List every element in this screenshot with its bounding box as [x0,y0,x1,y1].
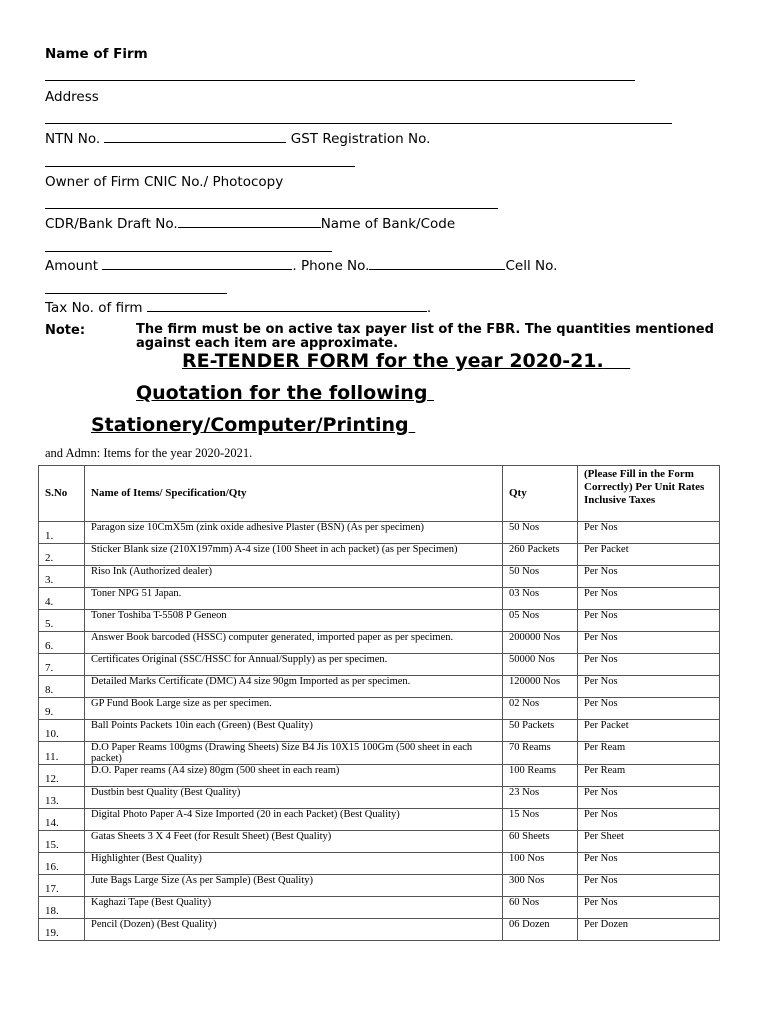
row-qty: 15 Nos [503,809,578,831]
table-row [39,522,720,544]
table-row [39,831,720,853]
row-qty: 200000 Nos [503,632,578,654]
header-name: Name of Items/ Specification/Qty [85,466,503,522]
row-qty: 50000 Nos [503,654,578,676]
amount-label: Amount [45,258,99,274]
address-line[interactable] [45,123,672,124]
row-item-name: Dustbin best Quality (Best Quality) [85,787,503,809]
row-sno: 9. [39,698,85,720]
header-sno: S.No [39,466,85,522]
title-quotation-text: Quotation for the following [136,382,428,404]
row-qty: 02 Nos [503,698,578,720]
title-retender-text: RE-TENDER FORM for the year 2020-21. [182,350,604,372]
bank-line[interactable] [45,251,332,252]
row-qty: 300 Nos [503,875,578,897]
row-sno: 12. [39,765,85,787]
cell-line[interactable] [45,293,227,294]
ntn-field[interactable] [104,131,286,143]
table-row [39,610,720,632]
row-qty: 50 Nos [503,522,578,544]
row-item-name: Highlighter (Best Quality) [85,853,503,875]
row-qty: 06 Dozen [503,919,578,941]
table-row [39,897,720,919]
row-item-name: Sticker Blank size (210X197mm) A-4 size (100 Sheet in ach packet) (as per Specimen) [85,544,503,566]
cdr-label: CDR/Bank Draft No. [45,216,178,232]
row-rate[interactable]: Per Nos [578,522,720,544]
row-qty: 03 Nos [503,588,578,610]
cell-label: Cell No. [505,258,558,274]
row-item-name: Toner Toshiba T-5508 P Geneon [85,610,503,632]
table-row [39,787,720,809]
table-row [39,654,720,676]
row-qty: 60 Nos [503,897,578,919]
row-rate[interactable]: Per Packet [578,544,720,566]
owner-cnic-label: Owner of Firm CNIC No./ Photocopy [45,174,284,190]
tax-field[interactable] [147,300,427,312]
row-item-name: D.O. Paper reams (A4 size) 80gm (500 sheet in each ream) [85,765,503,787]
tax-end: . [426,300,432,316]
row-rate[interactable]: Per Nos [578,676,720,698]
row-rate[interactable]: Per Nos [578,787,720,809]
note-text: The firm must be on active tax payer list of the FBR. The quantities mentioned against each item are approximate. [136,322,714,351]
row-item-name: Pencil (Dozen) (Best Quality) [85,919,503,941]
table-row [39,919,720,941]
gst-label: GST Registration No. [290,131,431,147]
row-qty: 50 Packets [503,720,578,742]
table-row [39,698,720,720]
table-row [39,875,720,897]
subtitle: and Admn: Items for the year 2020-2021. [45,446,253,460]
row-item-name: GP Fund Book Large size as per specimen. [85,698,503,720]
row-rate[interactable]: Per Ream [578,742,720,765]
row-qty: 120000 Nos [503,676,578,698]
row-rate[interactable]: Per Ream [578,765,720,787]
table-row [39,588,720,610]
table-row [39,853,720,875]
ntn-row [45,131,430,147]
header-qty: Qty [503,466,578,522]
row-qty: 50 Nos [503,566,578,588]
title-stationery-text: Stationery/Computer/Printing [91,414,409,436]
row-sno: 1. [39,522,85,544]
table-row [39,765,720,787]
tax-row [45,300,431,316]
row-qty: 100 Nos [503,853,578,875]
row-sno: 2. [39,544,85,566]
row-rate[interactable]: Per Nos [578,654,720,676]
row-rate[interactable]: Per Packet [578,720,720,742]
row-rate[interactable]: Per Nos [578,632,720,654]
table-header-row [39,466,720,522]
row-item-name: Certificates Original (SSC/HSSC for Annual/Supply) as per specimen. [85,654,503,676]
row-sno: 15. [39,831,85,853]
row-sno: 7. [39,654,85,676]
row-rate[interactable]: Per Dozen [578,919,720,941]
row-rate[interactable]: Per Nos [578,897,720,919]
row-sno: 3. [39,566,85,588]
amount-row [45,258,557,274]
row-sno: 8. [39,676,85,698]
cdr-field[interactable] [178,216,321,228]
row-sno: 13. [39,787,85,809]
row-sno: 4. [39,588,85,610]
row-item-name: Ball Points Packets 10in each (Green) (Best Quality) [85,720,503,742]
owner-cnic-line[interactable] [45,208,498,209]
ntn-label: NTN No. [45,131,101,147]
row-item-name: D.O Paper Reams 100gms (Drawing Sheets) Size B4 Jis 10X15 100Gm (500 sheet in each packet) [85,742,503,765]
phone-field[interactable] [369,258,505,270]
row-item-name: Detailed Marks Certificate (DMC) A4 size 90gm Imported as per specimen. [85,676,503,698]
row-qty: 23 Nos [503,787,578,809]
row-sno: 17. [39,875,85,897]
table-row [39,676,720,698]
cdr-row [45,216,455,232]
table-row [39,632,720,654]
row-rate[interactable]: Per Nos [578,809,720,831]
row-qty: 60 Sheets [503,831,578,853]
row-qty: 70 Reams [503,742,578,765]
title-retender [182,350,630,372]
row-rate[interactable]: Per Sheet [578,831,720,853]
amount-field[interactable] [102,258,292,270]
note-label: Note: [45,323,86,338]
row-item-name: Kaghazi Tape (Best Quality) [85,897,503,919]
row-item-name: Riso Ink (Authorized dealer) [85,566,503,588]
title-quotation [136,382,434,404]
row-rate[interactable]: Per Nos [578,588,720,610]
row-item-name: Toner NPG 51 Japan. [85,588,503,610]
address-label: Address [45,89,99,105]
row-rate[interactable]: Per Nos [578,875,720,897]
table-row [39,742,720,765]
name-of-firm-label: Name of Firm [45,46,148,62]
header-rate: (Please Fill in the Form Correctly) Per Unit Rates Inclusive Taxes [578,466,720,522]
row-rate[interactable]: Per Nos [578,853,720,875]
bank-label: Name of Bank/Code [320,216,456,232]
row-sno: 19. [39,919,85,941]
items-table [38,465,720,941]
row-qty: 05 Nos [503,610,578,632]
row-sno: 10. [39,720,85,742]
row-qty: 260 Packets [503,544,578,566]
row-item-name: Gatas Sheets 3 X 4 Feet (for Result Sheet) (Best Quality) [85,831,503,853]
table-body [39,522,720,941]
row-sno: 14. [39,809,85,831]
row-sno: 18. [39,897,85,919]
row-item-name: Jute Bags Large Size (As per Sample) (Best Quality) [85,875,503,897]
row-sno: 16. [39,853,85,875]
phone-label: . Phone No. [292,258,370,274]
row-rate[interactable]: Per Nos [578,698,720,720]
name-of-firm-line[interactable] [45,80,635,81]
title-stationery [91,414,415,436]
row-sno: 5. [39,610,85,632]
table-row [39,566,720,588]
row-item-name: Digital Photo Paper A-4 Size Imported (20 in each Packet) (Best Quality) [85,809,503,831]
row-sno: 11. [39,742,85,765]
row-sno: 6. [39,632,85,654]
table-row [39,720,720,742]
tax-label: Tax No. of firm [45,300,143,316]
row-item-name: Answer Book barcoded (HSSC) computer generated, imported paper as per specimen. [85,632,503,654]
row-qty: 100 Reams [503,765,578,787]
row-rate[interactable]: Per Nos [578,610,720,632]
row-item-name: Paragon size 10CmX5m (zink oxide adhesive Plaster (BSN) (As per specimen) [85,522,503,544]
table-row [39,809,720,831]
table-row [39,544,720,566]
gst-line[interactable] [45,166,355,167]
row-rate[interactable]: Per Nos [578,566,720,588]
